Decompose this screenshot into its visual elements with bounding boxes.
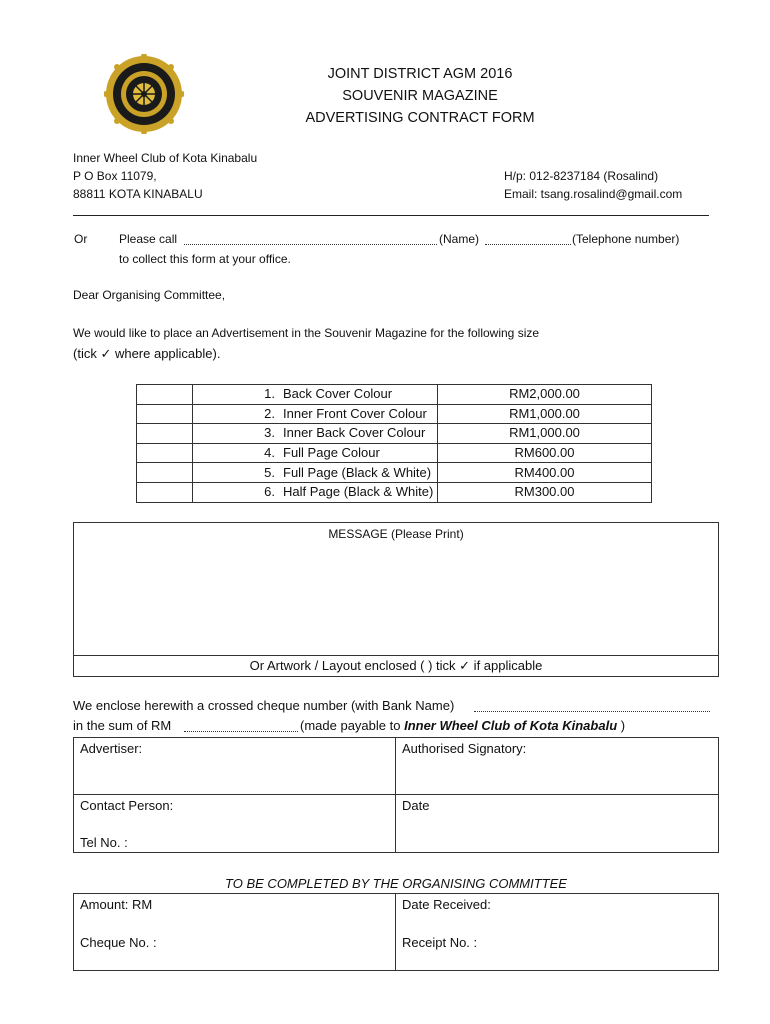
authorised-signatory-field[interactable]: Authorised Signatory:: [402, 741, 527, 756]
message-divider: [74, 655, 718, 656]
size-tick-cell[interactable]: [137, 424, 193, 444]
size-item-label: Inner Back Cover Colour: [283, 425, 426, 441]
form-title-line1: JOINT DISTRICT AGM 2016: [327, 66, 513, 82]
letter-body1: We would like to place an Advertisement in the Souvenir Magazine for the following size: [73, 326, 540, 340]
payable-prefix: (made payable to: [300, 718, 401, 733]
size-item-number: 6.: [264, 484, 275, 500]
contact-person-field[interactable]: Contact Person:: [80, 798, 174, 813]
size-option-row: [137, 482, 652, 502]
size-item-label: Half Page (Black & White): [283, 484, 434, 500]
sum-fill-line[interactable]: [184, 731, 298, 732]
date-received-field[interactable]: Date Received:: [402, 897, 491, 912]
artwork-enclosed-line: Or Artwork / Layout enclosed ( ) tick ✓ if applicable: [249, 658, 543, 673]
cheque-number-fill-line[interactable]: [474, 711, 710, 712]
size-tick-cell[interactable]: [137, 463, 193, 483]
size-item-number: 3.: [264, 425, 275, 441]
size-item-number: 2.: [264, 405, 275, 421]
size-item-number: 1.: [264, 386, 275, 402]
or-label: Or: [74, 232, 88, 246]
payable-line: [300, 718, 625, 733]
advertiser-row-divider: [74, 794, 718, 795]
cheque-line1: We enclose herewith a crossed cheque number (with Bank Name): [73, 698, 455, 713]
telephone-label: (Telephone number): [572, 232, 680, 246]
committee-heading: TO BE COMPLETED BY THE ORGANISING COMMITTEE: [225, 876, 567, 891]
size-item-cell: [193, 404, 438, 424]
size-item-label: Inner Front Cover Colour: [283, 405, 427, 421]
club-logo: [104, 54, 184, 134]
payable-suffix: ): [620, 718, 626, 733]
size-tick-cell[interactable]: [137, 443, 193, 463]
size-item-number: 4.: [264, 445, 275, 461]
advertiser-field[interactable]: Advertiser:: [80, 741, 143, 756]
header-divider: [73, 215, 709, 216]
size-item-cell: [193, 463, 438, 483]
payee-name: Inner Wheel Club of Kota Kinabalu: [404, 718, 618, 733]
size-item-label: Back Cover Colour: [283, 386, 393, 402]
size-option-row: [137, 424, 652, 444]
size-price-cell: RM1,000.00: [438, 404, 652, 424]
size-price-cell: RM300.00: [438, 482, 652, 502]
address-line2: P O Box 11079,: [73, 169, 157, 183]
size-tick-cell[interactable]: [137, 404, 193, 424]
contact-email: Email: tsang.rosalind@gmail.com: [504, 187, 683, 201]
size-item-number: 5.: [264, 464, 275, 480]
size-item-cell: [193, 482, 438, 502]
size-item-cell: [193, 443, 438, 463]
contact-phone: H/p: 012-8237184 (Rosalind): [504, 169, 659, 183]
size-price-cell: RM1,000.00: [438, 424, 652, 444]
size-price-cell: RM600.00: [438, 443, 652, 463]
please-call-label: Please call: [119, 232, 178, 246]
advertiser-table: [73, 737, 719, 853]
advertiser-col-divider-bottom: [395, 794, 396, 852]
form-title-line3: ADVERTISING CONTRACT FORM: [305, 110, 535, 126]
committee-table: [73, 893, 719, 971]
sum-label: in the sum of RM: [73, 718, 172, 733]
form-title-line2: SOUVENIR MAGAZINE: [342, 88, 498, 104]
address-line3: 88811 KOTA KINABALU: [73, 187, 203, 201]
committee-col-divider: [395, 893, 396, 970]
size-item-cell: [193, 424, 438, 444]
cheque-no-field[interactable]: Cheque No. :: [80, 935, 157, 950]
message-heading: MESSAGE (Please Print): [328, 527, 464, 541]
name-label: (Name): [439, 232, 480, 246]
advertiser-col-divider-top: [395, 737, 396, 795]
size-tick-cell[interactable]: [137, 385, 193, 405]
letter-body2: (tick ✓ where applicable).: [73, 346, 221, 361]
address-line1: Inner Wheel Club of Kota Kinabalu: [73, 151, 258, 165]
telephone-fill-line[interactable]: [485, 244, 571, 245]
size-item-label: Full Page (Black & White): [283, 464, 432, 480]
size-price-cell: RM400.00: [438, 463, 652, 483]
size-item-label: Full Page Colour: [283, 445, 380, 461]
size-option-row: [137, 385, 652, 405]
size-price-cell: RM2,000.00: [438, 385, 652, 405]
size-options-table: [136, 384, 652, 503]
message-textarea[interactable]: [80, 540, 710, 648]
name-fill-line[interactable]: [184, 244, 437, 245]
tel-no-field[interactable]: Tel No. :: [80, 835, 128, 850]
size-option-row: [137, 443, 652, 463]
size-option-row: [137, 404, 652, 424]
collect-line2: to collect this form at your office.: [119, 252, 291, 266]
date-field[interactable]: Date: [402, 798, 430, 813]
salutation: Dear Organising Committee,: [73, 288, 226, 302]
receipt-no-field[interactable]: Receipt No. :: [402, 935, 478, 950]
size-option-row: [137, 463, 652, 483]
size-tick-cell[interactable]: [137, 482, 193, 502]
amount-field[interactable]: Amount: RM: [80, 897, 153, 912]
size-item-cell: [193, 385, 438, 405]
